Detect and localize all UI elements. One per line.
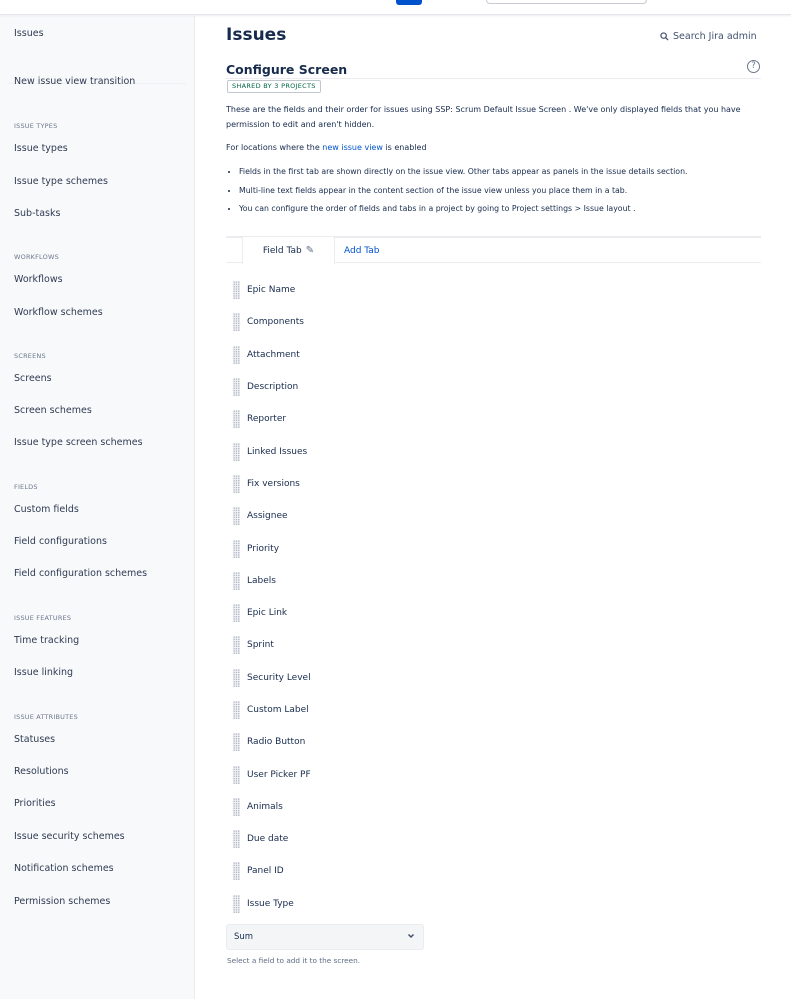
- sidebar-item-screens[interactable]: Screens: [14, 373, 52, 384]
- field-row[interactable]: [233, 823, 753, 855]
- field-row[interactable]: [233, 274, 753, 306]
- sidebar-item-workflows[interactable]: Workflows: [14, 274, 63, 285]
- drag-handle-icon[interactable]: [233, 895, 240, 913]
- sidebar-item-new-issue-view-transition[interactable]: New issue view transition: [14, 76, 136, 87]
- shared-projects-badge[interactable]: SHARED BY 3 PROJECTS: [227, 80, 321, 93]
- field-row[interactable]: [233, 306, 753, 338]
- field-label: Panel ID: [247, 866, 284, 877]
- field-row[interactable]: [233, 855, 753, 887]
- sidebar-item-statuses[interactable]: Statuses: [14, 734, 56, 745]
- sidebar-item-issues[interactable]: Issues: [14, 28, 44, 39]
- pencil-icon[interactable]: ✎: [305, 245, 315, 256]
- sidebar-item-permission-schemes[interactable]: Permission schemes: [14, 896, 111, 907]
- drag-handle-icon[interactable]: [233, 346, 240, 364]
- field-label: Epic Name: [247, 285, 296, 296]
- screen-description: These are the fields and their order for issues using SSP: Scrum Default Issue Screen . We've only displayed fields that you have permission to edit and aren't hidden.: [226, 105, 741, 129]
- field-label: Components: [247, 317, 304, 328]
- field-row[interactable]: [233, 758, 753, 790]
- drag-handle-icon[interactable]: [233, 669, 240, 687]
- field-label: Labels: [247, 575, 276, 586]
- field-label: Fix versions: [247, 478, 300, 489]
- field-row[interactable]: [233, 597, 753, 629]
- sidebar-item-custom-fields[interactable]: Custom fields: [14, 504, 79, 515]
- add-field-hint: Select a field to add it to the screen.: [227, 956, 361, 965]
- bullet-item: • Multi-line text fields appear in the content section of the issue view unless you place them in a tab.: [239, 186, 759, 205]
- field-row[interactable]: [233, 888, 753, 920]
- global-search-input[interactable]: [486, 0, 647, 4]
- sidebar-heading-issue-attributes: ISSUE ATTRIBUTES: [14, 713, 78, 721]
- sidebar-item-priorities[interactable]: Priorities: [14, 798, 56, 809]
- field-row[interactable]: [233, 371, 753, 403]
- field-label: Animals: [247, 801, 283, 812]
- drag-handle-icon[interactable]: [233, 733, 240, 751]
- sidebar-item-issue-type-schemes[interactable]: Issue type schemes: [14, 176, 108, 187]
- drag-handle-icon[interactable]: [233, 572, 240, 590]
- field-label: Description: [247, 382, 299, 393]
- field-row[interactable]: [233, 339, 753, 371]
- drag-handle-icon[interactable]: [233, 378, 240, 396]
- sidebar-item-screen-schemes[interactable]: Screen schemes: [14, 405, 92, 416]
- field-row[interactable]: [233, 403, 753, 435]
- sidebar-heading-screens: SCREENS: [14, 352, 46, 360]
- drag-handle-icon[interactable]: [233, 313, 240, 331]
- field-label: Reporter: [247, 414, 287, 425]
- help-icon[interactable]: ?: [747, 60, 760, 73]
- field-label: Security Level: [247, 672, 311, 683]
- field-row[interactable]: [233, 662, 753, 694]
- field-label: Custom Label: [247, 705, 309, 715]
- top-navigation-bar: [0, 0, 791, 15]
- field-label: Due date: [247, 834, 289, 845]
- search-jira-admin-link[interactable]: [660, 31, 757, 42]
- field-label: Linked Issues: [247, 446, 308, 457]
- sidebar-item-field-configuration-schemes[interactable]: Field configuration schemes: [14, 568, 148, 579]
- add-field-select[interactable]: [226, 924, 424, 950]
- field-label: Epic Link: [247, 608, 288, 619]
- configure-screen-title: Configure Screen: [226, 62, 348, 77]
- sidebar-item-workflow-schemes[interactable]: Workflow schemes: [14, 307, 103, 318]
- field-row[interactable]: [233, 629, 753, 661]
- field-row[interactable]: [233, 791, 753, 823]
- chevron-down-icon: [407, 932, 415, 942]
- field-label: Issue Type: [247, 898, 294, 909]
- page-title: Issues: [226, 25, 287, 45]
- new-issue-view-link[interactable]: new issue view: [322, 143, 383, 152]
- sidebar-item-resolutions[interactable]: Resolutions: [14, 766, 69, 777]
- screen-tabs: [226, 236, 761, 263]
- drag-handle-icon[interactable]: [233, 507, 240, 525]
- search-jira-admin-label: Search Jira admin: [673, 31, 757, 42]
- field-row[interactable]: [233, 726, 753, 758]
- drag-handle-icon[interactable]: [233, 830, 240, 848]
- sidebar-heading-issue-types: ISSUE TYPES: [14, 122, 58, 130]
- locations-suffix: is enabled: [382, 143, 427, 152]
- drag-handle-icon[interactable]: [233, 798, 240, 816]
- sidebar-item-field-configurations[interactable]: Field configurations: [14, 536, 107, 547]
- add-field-selected-value: Sum: [234, 932, 254, 942]
- sidebar-heading-workflows: WORKFLOWS: [14, 253, 59, 261]
- drag-handle-icon[interactable]: [233, 540, 240, 558]
- field-label: Assignee: [247, 511, 288, 522]
- field-label: Sprint: [247, 640, 274, 651]
- bullet-item: • Fields in the first tab are shown directly on the issue view. Other tabs appear as panels in the issue details section.: [239, 167, 759, 186]
- drag-handle-icon[interactable]: [233, 604, 240, 622]
- drag-handle-icon[interactable]: [233, 281, 240, 299]
- field-row[interactable]: [233, 565, 753, 597]
- sidebar-item-issue-type-screen-schemes[interactable]: Issue type screen schemes: [14, 437, 143, 448]
- sidebar-item-sub-tasks[interactable]: Sub-tasks: [14, 208, 61, 219]
- info-bullets: [239, 167, 759, 223]
- admin-sidebar: [0, 16, 195, 999]
- field-list: [233, 274, 753, 920]
- search-icon: [660, 32, 669, 41]
- locations-prefix: For locations where the: [226, 143, 323, 152]
- sidebar-heading-issue-features: ISSUE FEATURES: [14, 614, 72, 622]
- field-label: Attachment: [247, 349, 300, 360]
- tab-label: Field Tab: [262, 245, 302, 256]
- sidebar-heading-fields: FIELDS: [14, 483, 38, 491]
- sidebar-item-time-tracking[interactable]: Time tracking: [14, 635, 80, 646]
- drag-handle-icon[interactable]: [233, 636, 240, 654]
- field-row[interactable]: [233, 694, 753, 726]
- create-button[interactable]: [396, 0, 422, 5]
- drag-handle-icon[interactable]: [233, 766, 240, 784]
- field-label: Radio Button: [247, 737, 306, 748]
- drag-handle-icon[interactable]: [233, 701, 240, 719]
- sidebar-item-issue-types[interactable]: Issue types: [14, 143, 68, 154]
- drag-handle-icon[interactable]: [233, 443, 240, 461]
- field-row[interactable]: [233, 435, 753, 467]
- field-label: User Picker PF: [247, 769, 311, 780]
- drag-handle-icon[interactable]: [233, 475, 240, 493]
- title-divider: [226, 78, 761, 79]
- field-row[interactable]: [233, 532, 753, 564]
- drag-handle-icon[interactable]: [233, 410, 240, 428]
- sidebar-item-notification-schemes[interactable]: Notification schemes: [14, 863, 114, 874]
- add-tab-button[interactable]: Add Tab: [344, 246, 380, 256]
- sidebar-item-issue-security-schemes[interactable]: Issue security schemes: [14, 831, 125, 842]
- drag-handle-icon[interactable]: [233, 862, 240, 880]
- bullet-item: • You can configure the order of fields and tabs in a project by going to Project settings > Issue layout .: [239, 204, 759, 223]
- tab-field-tab[interactable]: [242, 237, 335, 264]
- field-row[interactable]: [233, 500, 753, 532]
- sidebar-item-issue-linking[interactable]: Issue linking: [14, 667, 74, 678]
- field-row[interactable]: [233, 468, 753, 500]
- field-label: Priority: [247, 543, 280, 554]
- locations-note: [226, 143, 427, 152]
